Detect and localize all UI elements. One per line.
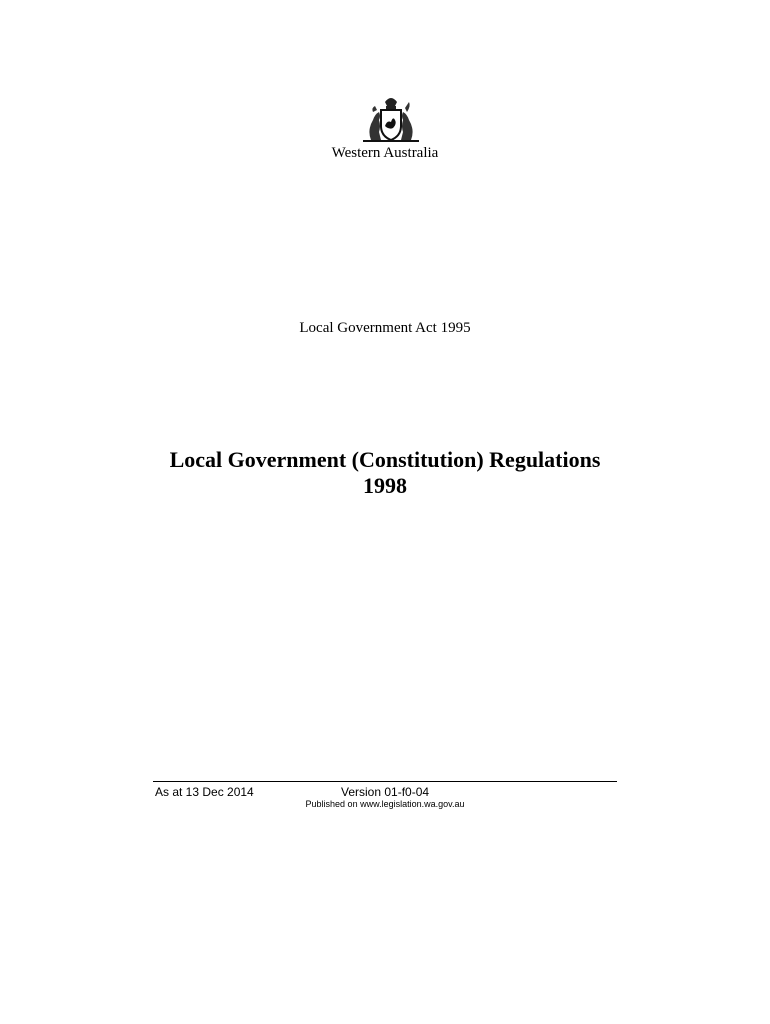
- document-title-line-2: 1998: [363, 473, 407, 498]
- footer-divider: [153, 781, 617, 782]
- as-at-date: As at 13 Dec 2014: [155, 785, 254, 799]
- document-title: [0, 447, 770, 499]
- act-name: Local Government Act 1995: [299, 320, 471, 336]
- jurisdiction-heading: Western Australia: [331, 145, 439, 161]
- version-label: Version 01-f0-04: [341, 785, 430, 799]
- document-title-line-1: Local Government (Constitution) Regulations: [169, 447, 601, 472]
- coat-of-arms-icon: [357, 92, 425, 144]
- published-note: Published on www.legislation.wa.gov.au: [305, 799, 465, 809]
